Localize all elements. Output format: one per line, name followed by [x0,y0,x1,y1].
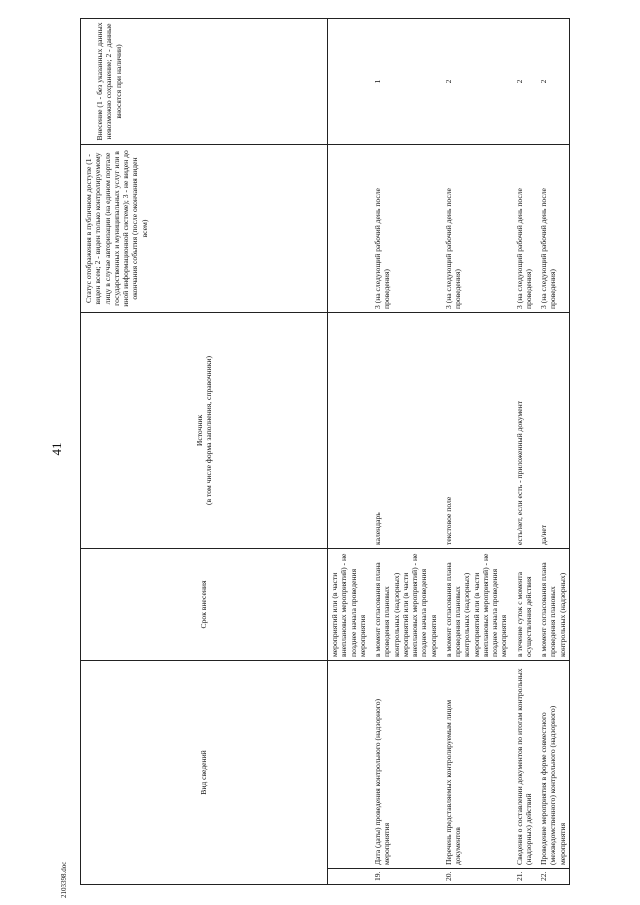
cell-deadline: в момент согласования плана проведения плановых контрольных (надзорных) мероприятий или (в части внеплановых мероприятий) - не позднее начала проведения мероприятия [440,549,511,661]
cell-kind: Дата (даты) проведения контрольного (надзорного) мероприятия [369,661,440,869]
cell-addition: 2 [440,19,511,145]
table-row-continuation [328,19,370,885]
cell-kind: Проведение мероприятия в форме совместного (межведомственного) контрольного (надзорного) мероприятия [535,661,569,869]
cell-source [328,313,370,549]
cell-num: 22. [535,869,569,885]
cell-source: да/нет [535,313,569,549]
requirements-table [80,18,570,885]
cell-source: есть/нет, если есть - приложенный документ [511,313,536,549]
cell-num: 20. [440,869,511,885]
cell-source: календарь [369,313,440,549]
header-source-title: Источник [194,414,204,447]
cell-status [328,145,370,313]
header-source-note: (в том числе форма заполнения, справочники) [204,356,213,505]
cell-status: 3 (на следующий рабочий день после проведения) [440,145,511,313]
cell-addition: 2 [535,19,569,145]
cell-addition [328,19,370,145]
table-header-row [81,19,328,885]
page-number: 41 [49,442,64,456]
cell-num [328,869,370,885]
cell-kind: Сведения о составлении документов по итогам контрольных (надзорных) действий [511,661,536,869]
header-status: Статус отображения в публичном доступе (1 - виден всем; 2 - виден только контролируемому лицу в случае авторизации (на едином портале государственных и муниципальных услуг или в иной информационной системе); 3 - не виден до окончания события (после окончания виден всем) [81,145,328,313]
cell-deadline: в момент согласования плана проведения плановых контрольных (надзорных) мероприятий или (в части внеплановых мероприятий) - не позднее начала проведения мероприятия [369,549,440,661]
cell-status: 3 (на следующий рабочий день после проведения) [535,145,569,313]
cell-addition: 2 [511,19,536,145]
cell-kind: Перечень представляемых контролируемым лицом документов [440,661,511,869]
header-deadline: Срок внесения [81,549,328,661]
table-row [511,19,536,885]
table-row [369,19,440,885]
rotated-page [80,15,620,885]
cell-deadline: в течение суток с момента осуществления действия [511,549,536,661]
table-row [535,19,569,885]
cell-kind [328,661,370,869]
cell-source: текстовое поле [440,313,511,549]
footer-doc-code: 2103398.doc [60,861,68,898]
cell-addition: 1 [369,19,440,145]
header-addition: Внесение (1 - без указанных данных невозможно сохранение; 2 - данные вносятся при наличии) [81,19,328,145]
cell-num: 19. [369,869,440,885]
cell-num: 21. [511,869,536,885]
header-kind: Вид сведений [81,661,328,885]
table-row [440,19,511,885]
header-source [81,313,328,549]
cell-deadline: в момент согласования плана проведения плановых контрольных (надзорных) [535,549,569,661]
cell-status: 3 (на следующий рабочий день после проведения) [369,145,440,313]
cell-status: 3 (на следующий рабочий день после проведения) [511,145,536,313]
cell-deadline: мероприятий или (в части внеплановых мероприятий) - не позднее начала проведения мероприятия [328,549,370,661]
